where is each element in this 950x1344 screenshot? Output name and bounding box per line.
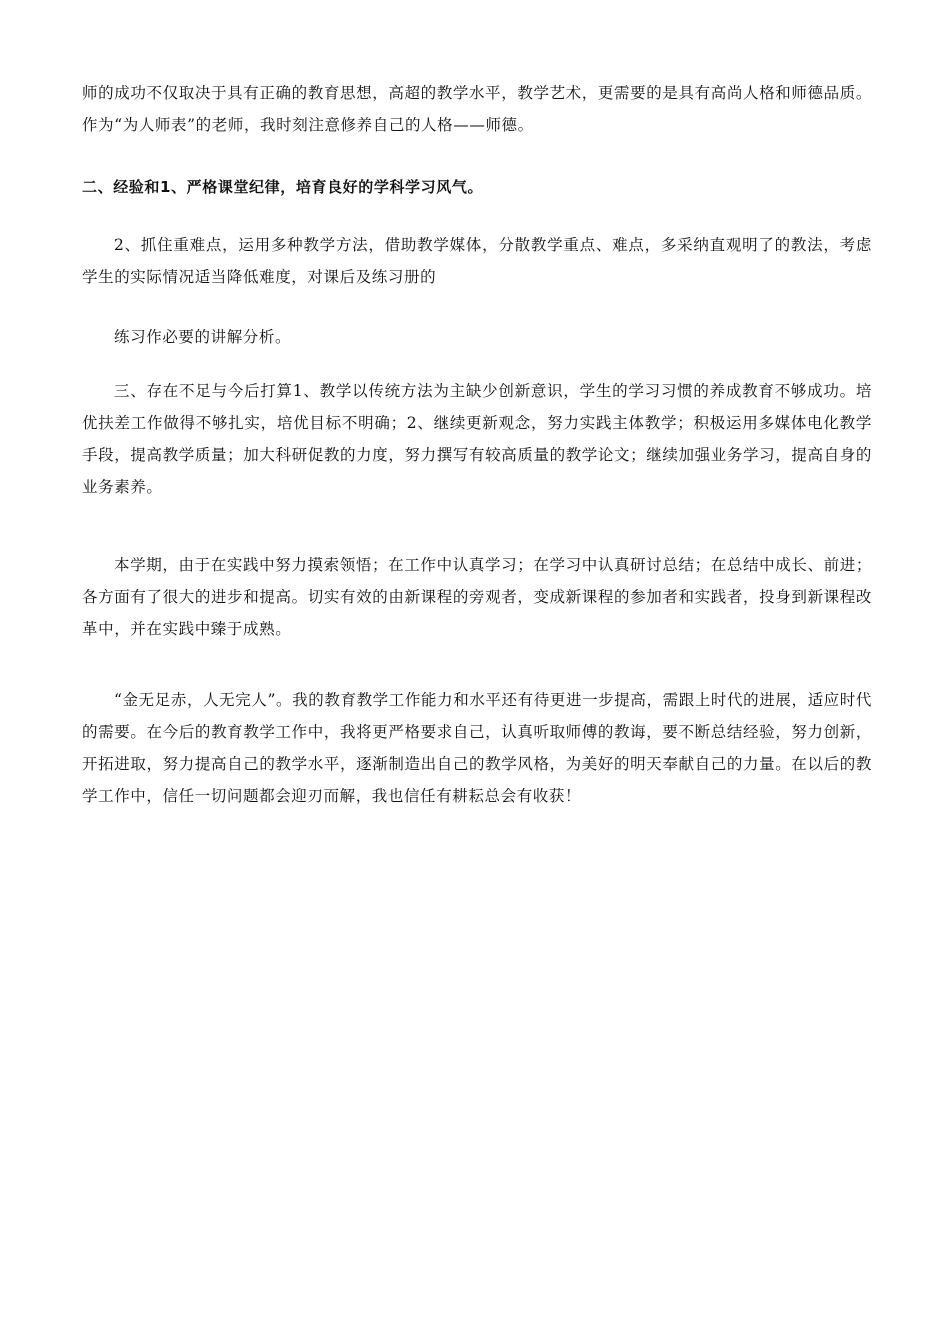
paragraph-key-points: 2、抓住重难点，运用多种教学方法，借助教学媒体，分散教学重点、难点，多采纳直观明了的教法，考虑学生的实际情况适当降低难度，对课后及练习册的 <box>82 236 872 286</box>
paragraph-closing: “金无足赤，人无完人”。我的教育教学工作能力和水平还有待更进一步提高，需跟上时代的进展，适应时代的需要。在今后的教育教学工作中，我将更严格要求自己，认真听取师傅的教诲，要不断总结经验，努力创新，开拓进取，努力提高自己的教学水平，逐渐制造出自己的教学风格，为美好的明天奉献自己的力量。在以后的教学工作中，信任一切问题都会迎刃而解，我也信任有耕耘总会有收获！ <box>82 691 872 805</box>
section-heading-experience: 二、经验和1、严格课堂纪律，培育良好的学科学习风气。 <box>82 178 484 196</box>
paragraph-exercise-explanation: 练习作必要的讲解分析。 <box>114 328 292 346</box>
paragraph-teacher-ethics: 师的成功不仅取决于具有正确的教育思想，高超的教学水平，教学艺术，更需要的是具有高尚人格和师德品质。作为“为人师表”的老师，我时刻注意修养自己的人格——师德。 <box>82 84 872 134</box>
paragraph-shortcomings-plans: 三、存在不足与今后打算1、教学以传统方法为主缺少创新意识，学生的学习习惯的养成教育不够成功。培优扶差工作做得不够扎实，培优目标不明确；2、继续更新观念，努力实践主体教学；积极运用多媒体电化教学手段，提高教学质量；加大科研促教的力度，努力撰写有较高质量的教学论文；继续加强业务学习，提高自身的业务素养。 <box>82 382 872 496</box>
paragraph-semester-progress: 本学期，由于在实践中努力摸索领悟；在工作中认真学习；在学习中认真研讨总结；在总结中成长、前进；各方面有了很大的进步和提高。切实有效的由新课程的旁观者，变成新课程的参加者和实践者，投身到新课程改革中，并在实践中臻于成熟。 <box>82 556 872 638</box>
